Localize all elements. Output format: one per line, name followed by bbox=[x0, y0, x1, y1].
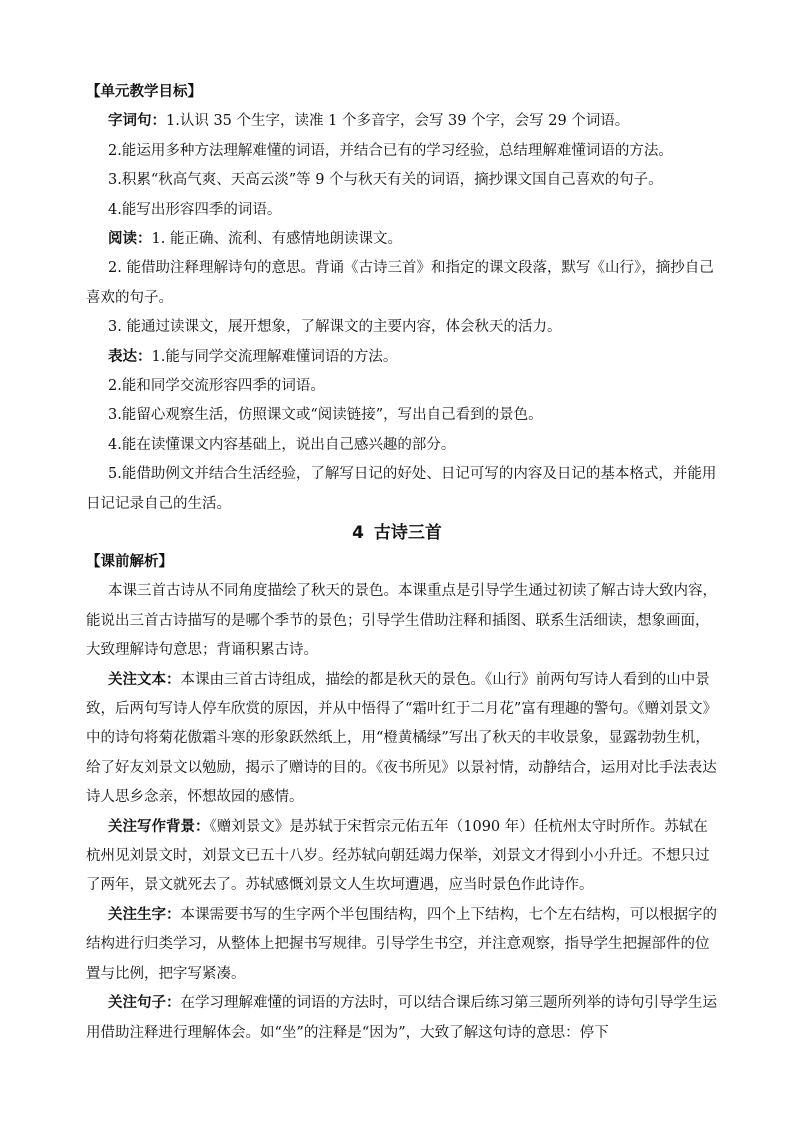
background-label: 关注写作背景： bbox=[108, 818, 210, 835]
goal-item: 2.能和同学交流形容四季的词语。 bbox=[108, 378, 325, 395]
ciju-label: 字词句： bbox=[108, 113, 166, 130]
unit-goals-section bbox=[86, 78, 722, 519]
lesson-title bbox=[0, 518, 794, 548]
goal-item: 5.能借助例文并结合生活经验，了解写日记的好处、日记可写的内容及日记的基本格式，并能用日记记录自己的生活。 bbox=[86, 466, 717, 512]
goal-item: 3.积累“秋高气爽、天高云淡”等 9 个与秋天有关的词语，摘抄课文国自己喜欢的句子。 bbox=[108, 172, 663, 189]
goal-item: 3.能留心观察生活，仿照课文或“阅读链接”，写出自己看到的景色。 bbox=[108, 407, 543, 424]
goal-item: 字词句：1.认识 35 个生字，读准 1 个多音字，会写 39 个字，会写 29 个词语。 bbox=[108, 113, 630, 130]
background-paragraph: 关注写作背景：《赠刘景文》是苏轼于宋哲宗元佑五年（1090 年）任杭州太守时所作。苏轼在杭州见刘景文时，刘景文已五十八岁。经苏轼向朝廷竭力保举，刘景文才得到小小升迁。不想只过了两年，景文就死去了。苏轼感慨刘景文人生坎坷遭遇，应当时景色作此诗作。 bbox=[86, 818, 710, 894]
text-focus-label: 关注文本： bbox=[108, 671, 181, 688]
analysis-section bbox=[86, 548, 722, 1048]
yuedu-label: 阅读： bbox=[108, 231, 152, 248]
characters-paragraph: 关注生字：本课需要书写的生字两个半包围结构，四个上下结构，七个左右结构，可以根据字的结构进行归类学习，从整体上把握书写规律。引导学生书空，并注意观察，指导学生把握部件的位置与比例，把字写紧凑。 bbox=[86, 906, 717, 982]
characters-label: 关注生字： bbox=[108, 906, 181, 923]
text-focus-paragraph: 关注文本：本课由三首古诗组成，描绘的都是秋天的景色。《山行》前两句写诗人看到的山中景致，后两句写诗人停车欣赏的原因，并从中悟得了“霜叶红于二月花”富有理趣的警句。《赠刘景文》中的诗句将菊花傲霜斗寒的形象跃然纸上，用“橙黄橘绿”写出了秋天的丰收景象，显露勃勃生机，给了好友刘景文以勉励，揭示了赠诗的目的。《夜书所见》以景衬情，动静结合，运用对比手法表达诗人思乡念亲，怀想故园的感情。 bbox=[86, 671, 718, 806]
unit-goals-heading: 【单元教学目标】 bbox=[86, 84, 202, 100]
goal-item: 4.能在读懂课文内容基础上，说出自己感兴趣的部分。 bbox=[108, 436, 456, 453]
analysis-intro: 本课三首古诗从不同角度描绘了秋天的景色。本课重点是引导学生通过初读了解古诗大致内容，能说出三首古诗描写的是哪个季节的景色；引导学生借助注释和插图、联系生活细读，想象画面，大致理解诗句意思；背诵积累古诗。 bbox=[86, 583, 717, 659]
sentences-paragraph: 关注句子：在学习理解难懂的词语的方法时，可以结合课后练习第三题所列举的诗句引导学生运用借助注释进行理解体会。如“坐”的注释是“因为”，大致了解这句诗的意思：停下 bbox=[86, 995, 717, 1041]
lesson-name: 古诗三首 bbox=[373, 523, 442, 543]
goal-item: 2. 能借助注释理解诗句的意思。背诵《古诗三首》和指定的课文段落，默写《山行》，摘抄自己喜欢的句子。 bbox=[86, 260, 714, 306]
goal-item: 4.能写出形容四季的词语。 bbox=[108, 201, 282, 218]
sentences-label: 关注句子： bbox=[108, 995, 181, 1012]
goal-item: 表达：1.能与同学交流理解难懂词语的方法。 bbox=[108, 348, 398, 365]
lesson-number: 4 bbox=[352, 523, 364, 543]
goal-item: 2.能运用多种方法理解难懂的词语，并结合已有的学习经验，总结理解难懂词语的方法。 bbox=[108, 142, 673, 159]
analysis-heading: 【课前解析】 bbox=[86, 554, 173, 570]
goal-item: 3. 能通过读课文，展开想象，了解课文的主要内容，体会秋天的活力。 bbox=[108, 319, 562, 336]
goal-item: 阅读：1. 能正确、流利、有感情地朗读课文。 bbox=[108, 231, 402, 248]
biaoda-label: 表达： bbox=[108, 348, 152, 365]
